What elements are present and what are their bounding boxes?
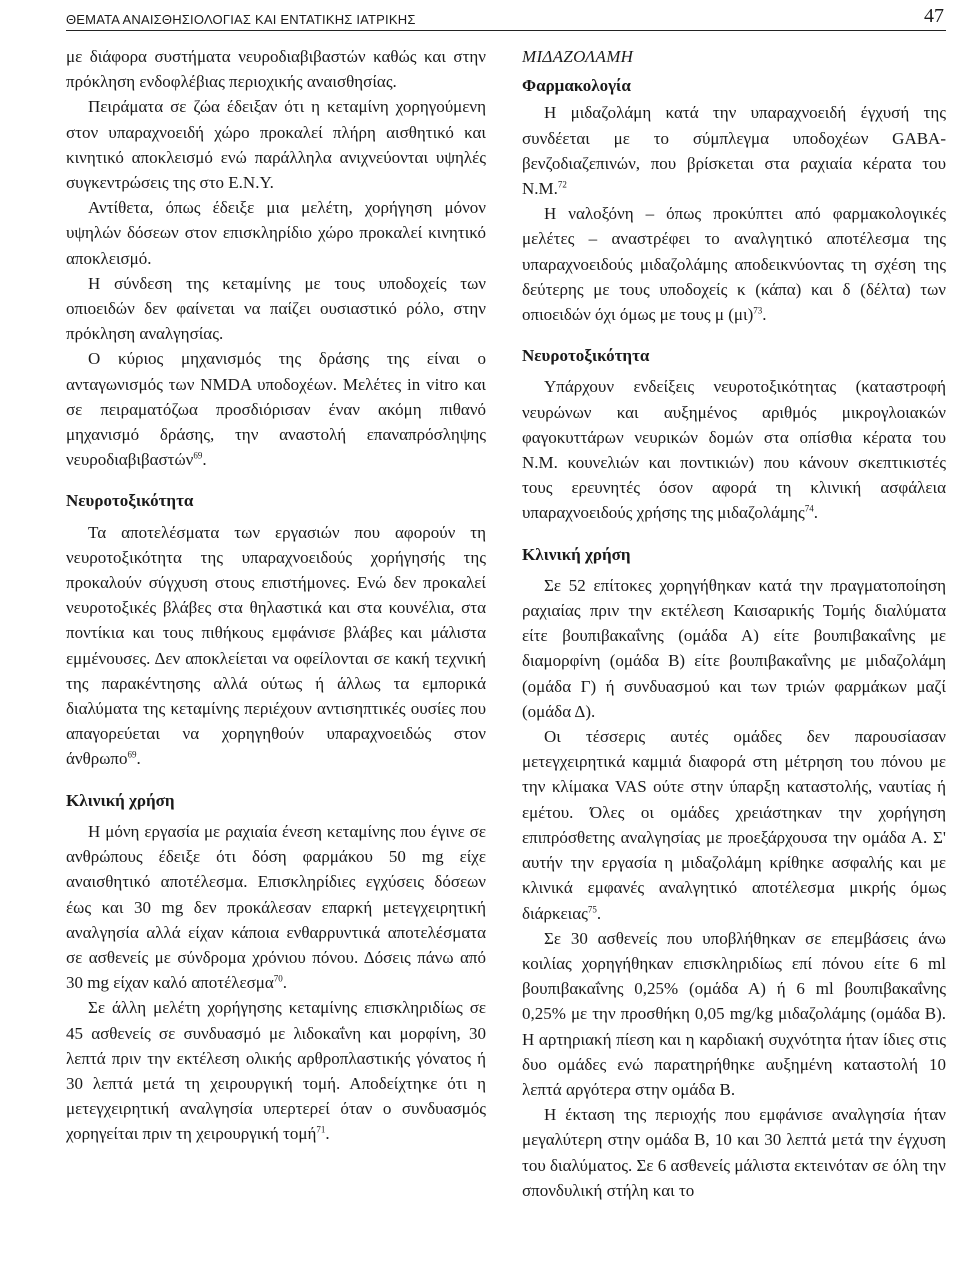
- paragraph: Ο κύριος μηχανισμός της δράσης της είναι ο ανταγωνισμός των NMDA υποδοχέων. Μελέτες in vitro και σε πειραματόζωα προσδιόρισαν έναν ακόμη πιθανό μηχανισμό δράσης, την αναστολή επαναπρόσληψης νευροδιαβιβαστών$^{69}$.: [66, 349, 486, 470]
- paragraph-text: Οι τέσσερις αυτές ομάδες δεν παρουσίασαν μετεγχειρητικά καμμιά διαφορά στη μέτρηση του πόνου με την κλίμακα VAS ούτε στην ύπαρξη καταστολής, ναυτίας ή εμέτου. Όλες οι ομάδες χρειάστηκαν την χορήγηση επιπρόσθετης αναλγησίας με προεξάρχουσα την ομάδα Α. Σ' αυτήν την εργασία η μιδαζολάμη κρίθηκε ασφαλής και με κλινικά εμφανές αναλγητικό αποτέλεσμα μικρής όμως διάρκειας: [522, 727, 946, 923]
- citation-ref: 70: [273, 973, 283, 984]
- paragraph: Η μόνη εργασία με ραχιαία ένεση κεταμίνης που έγινε σε ανθρώπους έδειξε ότι δόση φαρμάκου 50 mg είχε αναισθητικό αποτέλεσμα. Επισκληρίδιες εγχύσεις δόσεων έως και 30 mg δεν προκάλεσαν επαρκή μετεγχειρητική αναλγησία αλλά είχαν κάποια ενθαρρυντικά αποτελέσματα σε ασθενείς με σύνδρομα χρόνιου πόνου. Δόσεις πάνω από 30 mg είχαν καλό αποτέλεσμα$^{70}$.: [66, 821, 486, 993]
- citation-ref: 75: [587, 903, 597, 914]
- citation-ref: 69: [193, 450, 203, 461]
- paragraph: Σε 30 ασθενείς που υποβλήθηκαν σε επεμβάσεις άνω κοιλίας χορηγήθηκαν επισκληριδίως επί πόνου είτε 6 ml βουπιβακαΐνης 0,25% (ομάδα Α) ή 6 ml βουπιβακαΐνης 0,25% με την προσθήκη 0,05 mg/kg μιδαζολάμης (ομάδα Β). Η αρτηριακή πίεση και η καρδιακή συχνότητα ήταν ίδιες στις δυο ομάδες ενώ παρατηρήθηκε αυξημένη καταστολή 10 λεπτά αργότερα στην ομάδα Β.: [522, 928, 946, 1099]
- page-number: 47: [924, 5, 944, 27]
- paragraph-text: Τα αποτελέσματα των εργασιών που αφορούν τη νευροτοξικότητα της υπαραχνοειδούς χορήγησής της προκαλούν σύγχυση στους επιστήμονες. Ενώ δεν προκαλεί νευροτοξικές βλάβες στα θηλαστικά και στα κουνέλια, στα ποντίκια και τους πιθήκους εμφάνισε βλάβες και μάλιστα εμμένουσες. Δεν αποκλείεται να οφείλονται σε κακή τεχνική της παρακέντησης αλλά ούτως ή άλλως τα εμπορικά διαλύματα της κεταμίνης περιέχουν αντισηπτικές ουσίες που απαγορεύεται να χορηγηθούν υπαραχνοειδώς στον άνθρωπο: [66, 522, 486, 769]
- left-column: [66, 44, 486, 1147]
- citation-ref: 69: [127, 749, 137, 760]
- paragraph-text: Υπάρχουν ενδείξεις νευροτοξικότητας (καταστροφή νευρώνων και αυξημένος αριθμός μικρογλοιακών φαγοκυττάρων νευρικών δομών στα οπίσθια κέρατα του Ν.Μ. κουνελιών και ποντικιών) που κάνουν σκεπτικιστές τους ερευνητές όσον αφορά τη κλινική ασφάλεια υπαραχνοειδούς χρήσης της μιδαζολάμης: [522, 377, 946, 523]
- citation-ref: 74: [804, 503, 814, 514]
- section-heading-neurotoxicity: Νευροτοξικότητα: [66, 491, 194, 511]
- paragraph: Πειράματα σε ζώα έδειξαν ότι η κεταμίνη χορηγούμενη στον υπαραχνοειδή χώρο προκαλεί πλήρη αισθητικό και κινητικό αποκλεισμό ενώ παράλληλα ανιχνεύονται υψηλές συγκεντρώσεις της στο Ε.Ν.Υ.: [66, 97, 486, 193]
- paragraph: Αντίθετα, όπως έδειξε μια μελέτη, χορήγηση μόνον υψηλών δόσεων στον επισκληρίδιο χώρο προκαλεί κινητικό αποκλεισμό.: [66, 198, 486, 268]
- paragraph-text: Η μόνη εργασία με ραχιαία ένεση κεταμίνης που έγινε σε ανθρώπους έδειξε ότι δόση φαρμάκου 50 mg είχε αναισθητικό αποτέλεσμα. Επισκληρίδιες εγχύσεις δόσεων έως και 30 mg δεν προκάλεσαν επαρκή μετεγχειρητική αναλγησία αλλά είχαν κάποια ενθαρρυντικά αποτελέσματα σε ασθενείς με σύνδρομα χρόνιου πόνου. Δόσεις πάνω από 30 mg είχαν καλό αποτέλεσμα: [66, 821, 486, 993]
- citation-ref: 72: [557, 179, 567, 190]
- paragraph: Οι τέσσερις αυτές ομάδες δεν παρουσίασαν μετεγχειρητικά καμμιά διαφορά στη μέτρηση του πόνου με την κλίμακα VAS ούτε στην ύπαρξη καταστολής, ναυτίας ή εμέτου. Όλες οι ομάδες χρειάστηκαν την χορήγηση επιπρόσθετης αναλγησίας με προεξάρχουσα την ομάδα Α. Σ' αυτήν την εργασία η μιδαζολάμη κρίθηκε ασφαλής και με κλινικά εμφανές αναλγητικό αποτέλεσμα μικρής όμως διάρκειας$^{75}$.: [522, 727, 946, 923]
- paragraph: με διάφορα συστήματα νευροδιαβιβαστών καθώς και στην πρόκληση ενδοφλέβιας περιοχικής αναισθησίας.: [66, 47, 486, 92]
- paragraph: Σε άλλη μελέτη χορήγησης κεταμίνης επισκληριδίως σε 45 ασθενείς σε συνδυασμό με λιδοκαΐνη και μορφίνη, 30 λεπτά πριν την εκτέλεση ολικής αρθροπλαστικής γόνατος ή 30 λεπτά μετά τη χειρουργική τομή. Αποδείχτηκε ότι η μετεγχειρητική αναλγησία υπερτερεί όταν ο συνδυασμός χορηγείται πριν τη χειρουργική τομή$^{71}$.: [66, 998, 486, 1144]
- paragraph-text: Η ναλοξόνη – όπως προκύπτει από φαρμακολογικές μελέτες – αναστρέφει το αναλγητικό αποτέλεσμα της υπαραχνοειδούς μιδαζολάμης αποδεικνύοντας τη σχέση της δεύτερης με τους υποδοχείς κ (κάπα) και δ (δέλτα) των οπιοειδών όχι όμως με τους μ (μι): [522, 204, 946, 325]
- section-heading-clinical-use: Κλινική χρήση: [66, 790, 175, 810]
- citation-ref: 71: [316, 1124, 326, 1135]
- journal-title: ΘΕΜΑΤΑ ΑΝΑΙΣΘΗΣΙΟΛΟΓΙΑΣ ΚΑΙ ΕΝΤΑΤΙΚΗΣ ΙΑΤΡΙΚΗΣ: [66, 12, 416, 27]
- paragraph: Υπάρχουν ενδείξεις νευροτοξικότητας (καταστροφή νευρώνων και αυξημένος αριθμός μικρογλοιακών φαγοκυττάρων νευρικών δομών στα οπίσθια κέρατα του Ν.Μ. κουνελιών και ποντικιών) που κάνουν σκεπτικιστές τους ερευνητές όσον αφορά τη κλινική ασφάλεια υπαραχνοειδούς χρήσης της μιδαζολάμης$^{74}$.: [522, 377, 946, 523]
- paragraph: Η ναλοξόνη – όπως προκύπτει από φαρμακολογικές μελέτες – αναστρέφει το αναλγητικό αποτέλεσμα της υπαραχνοειδούς μιδαζολάμης αποδεικνύοντας τη σχέση της δεύτερης με τους υποδοχείς κ (κάπα) και δ (δέλτα) των οπιοειδών όχι όμως με τους μ $(\mu\iota)^{73}$.: [522, 204, 946, 325]
- paragraph-text: Σε άλλη μελέτη χορήγησης κεταμίνης επισκληριδίως σε 45 ασθενείς σε συνδυασμό με λιδοκαΐνη και μορφίνη, 30 λεπτά πριν την εκτέλεση ολικής αρθροπλαστικής γόνατος ή 30 λεπτά μετά τη χειρουργική τομή. Αποδείχτηκε ότι η μετεγχειρητική αναλγησία υπερτερεί όταν ο συνδυασμός χορηγείται πριν τη χειρουργική τομή: [66, 998, 486, 1144]
- drug-heading: ΜΙΔΑΖΟΛΑΜΗ: [522, 47, 634, 66]
- citation-ref: 73: [753, 305, 763, 316]
- paragraph-text: Η μιδαζολάμη κατά την υπαραχνοειδή έγχυσή της συνδέεται με το σύμπλεγμα υποδοχέων GABA-βενζοδιαζεπινών, που βρίσκεται στα ραχιαία κέρατα του Ν.Μ.: [522, 103, 946, 199]
- section-heading-neurotoxicity: Νευροτοξικότητα: [522, 346, 650, 366]
- section-heading-pharmacology: Φαρμακολογία: [522, 76, 631, 96]
- section-heading-clinical-use: Κλινική χρήση: [522, 544, 631, 564]
- paragraph: [522, 100, 946, 201]
- paragraph: Η έκταση της περιοχής που εμφάνισε αναλγησία ήταν μεγαλύτερη στην ομάδα Β, 10 και 30 λεπτά μετά την έγχυση του διαλύματος. Σε 6 ασθενείς μάλιστα εκτεινόταν σε όλη την σπονδυλική στήλη και το: [522, 1105, 946, 1200]
- right-column: [522, 44, 946, 1203]
- running-header: [66, 2, 946, 31]
- paragraph-text: Ο κύριος μηχανισμός της δράσης της είναι ο ανταγωνισμός των NMDA υποδοχέων. Μελέτες in vitro και σε πειραματόζωα προσδιόρισαν έναν ακόμη πιθανό μηχανισμό δράσης, την αναστολή επαναπρόσληψης νευροδιαβιβαστών: [66, 349, 486, 470]
- paragraph: Τα αποτελέσματα των εργασιών που αφορούν τη νευροτοξικότητα της υπαραχνοειδούς χορήγησής της προκαλούν σύγχυση στους επιστήμονες. Ενώ δεν προκαλεί νευροτοξικές βλάβες στα θηλαστικά και στα κουνέλια, στα ποντίκια και τους πιθήκους εμφάνισε βλάβες και μάλιστα εμμένουσες. Δεν αποκλείεται να οφείλονται σε κακή τεχνική της παρακέντησης αλλά ούτως ή άλλως τα εμπορικά διαλύματα της κεταμίνης περιέχουν αντισηπτικές ουσίες που απαγορεύεται να χορηγηθούν υπαραχνοειδώς στον άνθρωπο$^{69}$.: [66, 522, 486, 769]
- paragraph: Η σύνδεση της κεταμίνης με τους υποδοχείς των οπιοειδών δεν φαίνεται να παίζει ουσιαστικό ρόλο, στην πρόκληση αναλγησίας.: [66, 273, 486, 344]
- paragraph: Σε 52 επίτοκες χορηγήθηκαν κατά την πραγματοποίηση ραχιαίας πριν την εκτέλεση Καισαρικής Τομής διαλύματα είτε βουπιβακαΐνης (ομάδα Α) είτε βουπιβακαΐνης με διαμορφίνη (ομάδα Β) είτε βουπιβακαΐνης με μιδαζολάμη (ομάδα Γ) ή συνδυασμού και των τριών φαρμάκων μαζί (ομάδα Δ).: [522, 575, 946, 721]
